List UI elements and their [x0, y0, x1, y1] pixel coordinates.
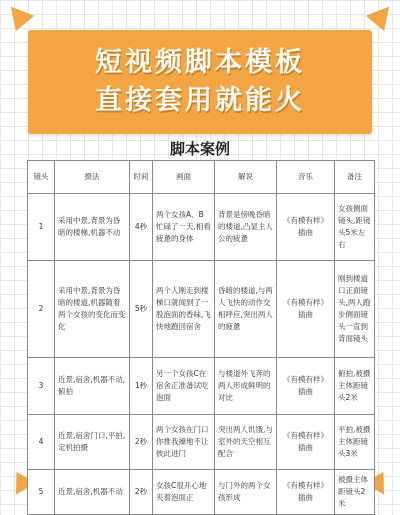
corner-decoration-top-left: [2, 0, 35, 31]
cell-narration: 突出两人饥饿,与室外的天空相互配合: [215, 415, 277, 470]
cell-music: 《有模有样》插曲: [277, 358, 335, 415]
cell-time: 4秒: [130, 194, 153, 261]
cell-time: 2秒: [130, 470, 153, 515]
cell-narration: 昏暗的楼道,与两人飞快的动作交相呼应,突出两人的疲惫: [215, 261, 277, 358]
cell-camera: 采用中景,背景为昏暗的楼梯,机器不动: [55, 194, 130, 261]
cell-scene: 两个人刚走到楼梯口就闻到了一股泡面的香味,飞快地跑回宿舍: [153, 261, 215, 358]
cell-narration: 与门外的两个女孩形成: [215, 470, 277, 515]
table-row: [28, 358, 375, 415]
header-scene: 画面: [153, 161, 215, 194]
cell-camera: 近景,宿舍,机器不动: [55, 470, 130, 515]
cell-music: 《有模有样》插曲: [277, 470, 335, 515]
header-time: 时间: [130, 161, 153, 194]
banner-title-line-1: 短视频脚本模板: [95, 47, 305, 78]
banner-title-line-2: 直接套用就能火: [95, 85, 305, 116]
header-notes: 备注: [335, 161, 375, 194]
cell-time: 5秒: [130, 261, 153, 358]
cell-camera: 近景,宿舍,机器不动,俯拍: [55, 358, 130, 415]
cell-camera: 采用中景,背景为昏暗的楼道,机器随着两个女孩的变化而变化: [55, 261, 130, 358]
cell-time: 1秒: [130, 358, 153, 415]
header-camera: 摄法: [55, 161, 130, 194]
cell-music: 《有模有样》插曲: [277, 194, 335, 261]
cell-narration: 与楼道外飞奔的两人形成鲜明的对比: [215, 358, 277, 415]
cell-shot: 2: [28, 261, 55, 358]
document-title: 脚本案例: [169, 140, 230, 158]
cell-scene: 两个女孩在门口你推我搡地不让彼此进门: [153, 415, 215, 470]
cell-scene: 另一个女孩C在宿舍正准备试吃泡面: [153, 358, 215, 415]
cell-shot: 5: [28, 470, 55, 515]
cell-notes: 被摄主体距镜头2米: [335, 470, 375, 515]
cell-notes: 女孩侧面镜头,距镜头5米左右: [335, 194, 375, 261]
header-shot: 镜头: [28, 161, 55, 194]
cell-time: 2秒: [130, 415, 153, 470]
cell-music: 《有模有样》插曲: [277, 261, 335, 358]
cell-shot: 4: [28, 415, 55, 470]
cell-shot: 1: [28, 194, 55, 261]
script-table: [27, 160, 375, 515]
cell-notes: 平拍,被摄主体距镜头3米: [335, 415, 375, 470]
cell-camera: 近景,宿舍门口,平拍,定机拍摄: [55, 415, 130, 470]
cell-scene: 两个女孩A、B忙碌了一天,相看疲惫的身体: [153, 194, 215, 261]
table-row: [28, 194, 375, 261]
header-narration: 解说: [215, 161, 277, 194]
script-table-container: [27, 160, 374, 515]
cell-notes: 刚到楼道口正面镜头,两人跑步侧面镜头一直到背面镜头: [335, 261, 375, 358]
cell-music: 《有模有样》插曲: [277, 415, 335, 470]
table-row: [28, 261, 375, 358]
table-header-row: [28, 161, 375, 194]
title-banner: [28, 30, 372, 134]
cell-narration: 背景是傍晚昏暗的楼道,凸显主人公的疲惫: [215, 194, 277, 261]
table-row: [28, 415, 375, 470]
cell-notes: 俯拍,被摄主体距镜头2米: [335, 358, 375, 415]
table-row: [28, 470, 375, 515]
header-music: 音乐: [277, 161, 335, 194]
cell-scene: 女孩C很开心地夹着泡面正: [153, 470, 215, 515]
corner-decoration-top-right: [366, 0, 399, 31]
cell-shot: 3: [28, 358, 55, 415]
